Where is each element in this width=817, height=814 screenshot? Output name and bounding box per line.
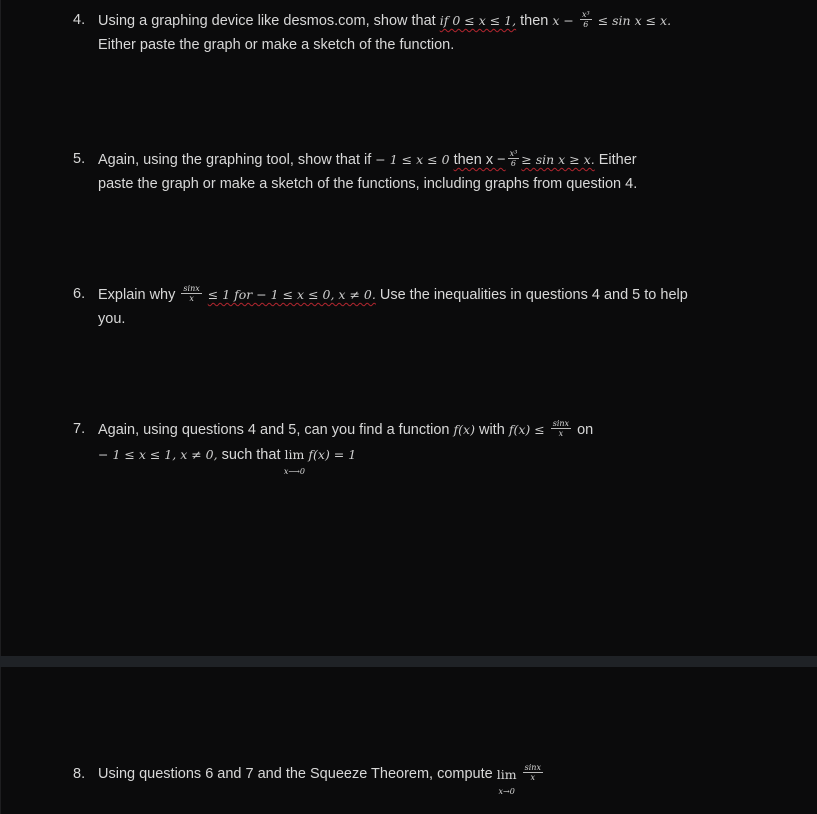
limit-operator: lim x→0 xyxy=(496,767,517,796)
math-expression: f(x) = 1 xyxy=(308,447,357,462)
question-text: Using a graphing device like desmos.com, show that xyxy=(98,13,436,29)
question-number: 5. xyxy=(73,151,86,167)
question-number: 8. xyxy=(73,766,86,782)
question-text: Explain why xyxy=(98,287,176,303)
document-page-2 xyxy=(0,667,817,814)
question-text: on xyxy=(577,422,594,438)
math-condition[interactable]: ≤ 1 for − 1 ≤ x ≤ 0, x ≠ 0. xyxy=(207,287,376,302)
question-text: Either paste the graph or make a sketch of the function. xyxy=(98,37,455,53)
question-text: Again, using questions 4 and 5, can you find a function xyxy=(98,422,450,438)
math-range: − 1 ≤ x ≤ 1, x ≠ 0, xyxy=(98,447,218,462)
question-text: paste the graph or make a sketch of the functions, including graphs from question 4. xyxy=(98,176,638,192)
question-text: Use the inequalities in questions 4 and 5 to help xyxy=(379,287,688,303)
math-expression-underlined[interactable]: then x − $\frac{\text{x³}}{6}$ ≥ sin x ≥ x. xyxy=(453,148,595,168)
math-condition[interactable]: if 0 ≤ x ≤ 1, xyxy=(439,13,517,28)
math-expression: f(x) ≤ xyxy=(508,422,545,437)
math-expression: ≤ sin x ≤ x. xyxy=(597,13,672,28)
limit-operator: lim x⟶0 xyxy=(283,447,305,476)
math-expression: x − xyxy=(552,13,574,28)
math-expression: f(x) xyxy=(453,422,475,437)
fraction: $\frac{\sin x}{x}$ xyxy=(552,418,570,438)
math-condition: − 1 ≤ x ≤ 0 xyxy=(375,152,450,167)
fraction: $\frac{\text{x³}}{6}$ xyxy=(581,9,590,29)
question-number: 4. xyxy=(73,12,86,28)
question-text: Using questions 6 and 7 and the Squeeze Theorem, compute xyxy=(98,766,493,782)
question-text: you. xyxy=(98,311,126,327)
fraction: $\frac{\sin x}{x}$ xyxy=(183,283,200,303)
question-text: such that xyxy=(221,447,281,463)
question-number: 7. xyxy=(73,421,86,437)
fraction: $\frac{\sin x}{x}$ xyxy=(524,762,541,782)
page-separator xyxy=(0,656,817,667)
question-number: 6. xyxy=(73,286,86,302)
question-text: with xyxy=(478,422,505,438)
question-text: Either xyxy=(598,152,637,168)
question-text: Again, using the graphing tool, show that if xyxy=(98,152,372,168)
question-text: then xyxy=(520,13,549,29)
